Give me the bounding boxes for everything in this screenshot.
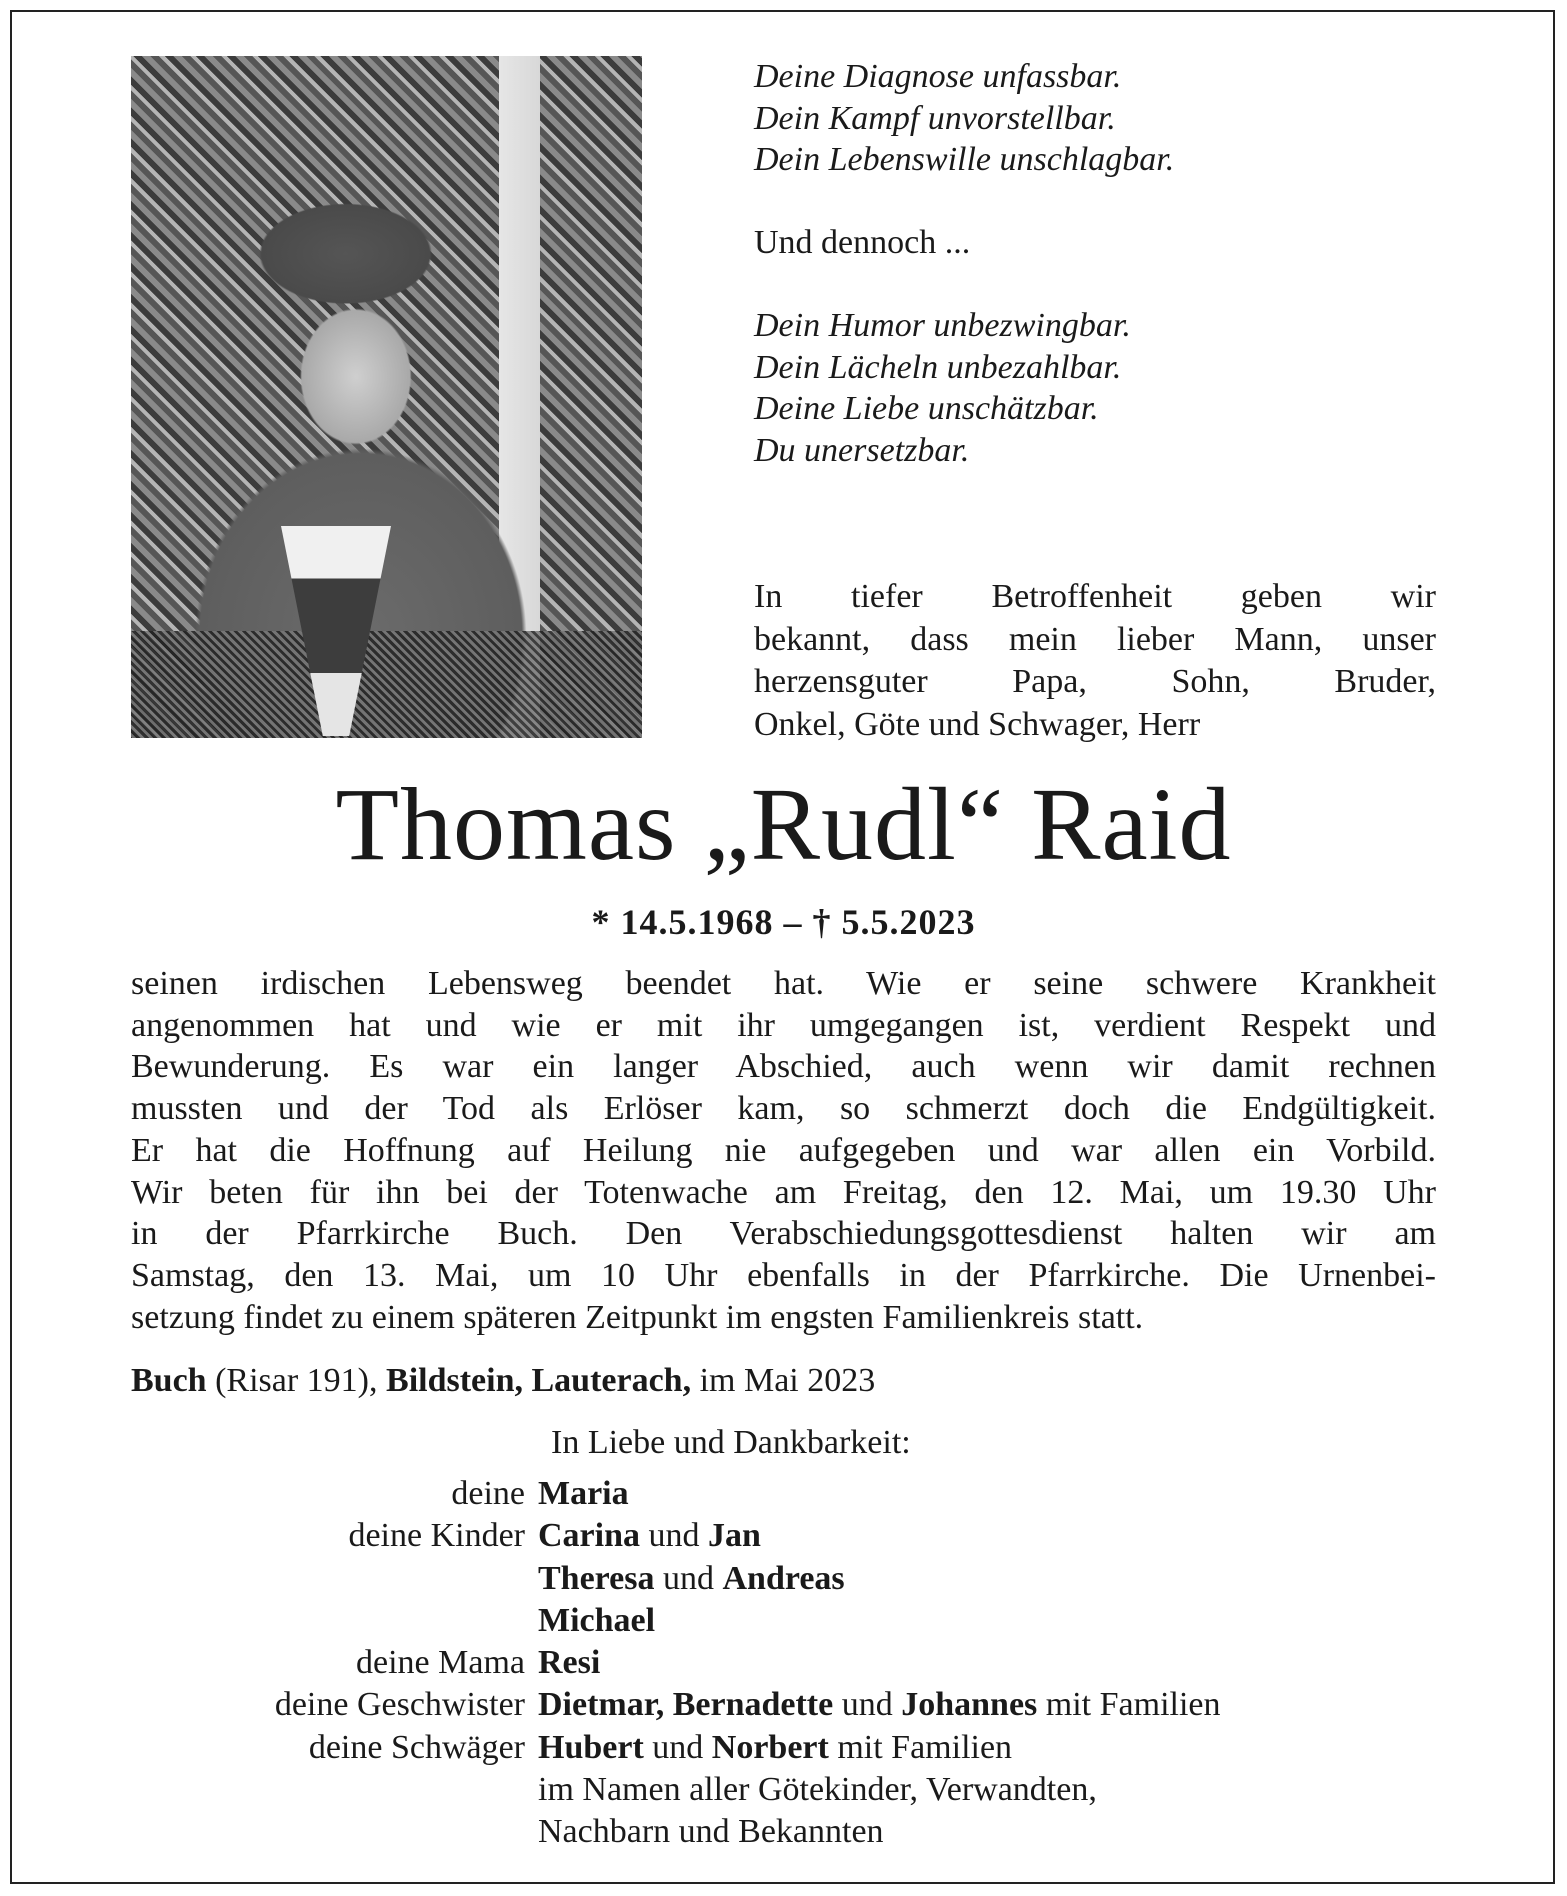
body-line: Er hat die Hoffnung auf Heilung nie aufgegeben und war allen ein Vorbild. [131, 1131, 1436, 1169]
family-row [0, 1642, 1221, 1684]
place-address: (Risar 191), [206, 1362, 387, 1399]
intro-paragraph [754, 576, 1436, 746]
poem-line: Dein Lächeln unbezahlbar. [754, 348, 1122, 386]
family-member-name: Jan [708, 1517, 761, 1555]
body-line: angenommen hat und wie er mit ihr umgegangen ist, verdient Respekt und [131, 1006, 1436, 1044]
connector-text: mit Familien [828, 1728, 1013, 1766]
family-names [538, 1769, 1097, 1811]
family-row [0, 1811, 1221, 1853]
family-row [0, 1684, 1221, 1726]
relation-label: deine Geschwister [274, 1686, 525, 1724]
relation-label [0, 1558, 538, 1600]
poem-middle: Und dennoch ... [754, 224, 971, 261]
relation-label: deine Kinder [348, 1517, 525, 1555]
relation-label [0, 1600, 538, 1642]
family-names [538, 1684, 1221, 1726]
connector-text: Nachbarn und Bekannten [538, 1813, 884, 1851]
family-member-name: Resi [538, 1644, 601, 1682]
body-line: seinen irdischen Lebensweg beendet hat. Wie er seine schwere Krankheit [131, 965, 1436, 1002]
family-member-name: Dietmar, Bernadette [538, 1686, 834, 1724]
connector-text: und [643, 1728, 712, 1766]
family-row [0, 1727, 1221, 1769]
photo-table [131, 631, 642, 738]
body-line: Samstag, den 13. Mai, um 10 Uhr ebenfalls in der Pfarrkirche. Die Urnenbei- [131, 1256, 1436, 1294]
family-row [0, 1600, 1221, 1642]
body-paragraph [131, 963, 1436, 1338]
thanks-heading: In Liebe und Dankbarkeit: [551, 1424, 911, 1461]
portrait-photo [131, 56, 642, 738]
intro-line: Onkel, Göte und Schwager, Herr [754, 705, 1201, 743]
poem-line: Dein Lebenswille unschlagbar. [754, 141, 1175, 178]
place-towns: Bildstein, Lauterach, [386, 1362, 692, 1399]
family-member-name: Maria [538, 1475, 629, 1512]
connector-text: und [833, 1686, 902, 1724]
poem [754, 56, 1174, 471]
body-line: Wir beten für ihn bei der Totenwache am Freitag, den 12. Mai, um 19.30 Uhr [131, 1173, 1436, 1211]
family-member-name: Andreas [722, 1559, 845, 1597]
family-names [538, 1515, 761, 1557]
family-member-name: Theresa [538, 1559, 655, 1597]
family-member-name: Carina [538, 1517, 640, 1555]
family-row [0, 1515, 1221, 1557]
body-line: in der Pfarrkirche Buch. Den Verabschiedungsgottesdienst halten wir am [131, 1215, 1436, 1253]
family-names [538, 1727, 1012, 1769]
body-line: Bewunderung. Es war ein langer Abschied, auch wenn wir damit rechnen [131, 1048, 1436, 1086]
poem-line: Du unersetzbar. [754, 431, 970, 469]
family-member-name: Norbert [711, 1728, 829, 1766]
poem-line: Dein Kampf unvorstellbar. [754, 99, 1116, 137]
connector-text: mit Familien [1037, 1686, 1221, 1724]
family-names [538, 1473, 629, 1515]
family-member-name: Michael [538, 1601, 656, 1639]
intro-line: In tiefer Betroffenheit geben wir [754, 578, 1436, 615]
poem-line: Dein Humor unbezwingbar. [754, 307, 1131, 344]
place-date-line [131, 1360, 875, 1402]
place-buch: Buch [131, 1362, 207, 1399]
poem-line: Deine Liebe unschätzbar. [754, 390, 1099, 427]
family-names [538, 1600, 655, 1642]
poem-line: Deine Diagnose unfassbar. [754, 58, 1122, 95]
relation-label: deine Schwäger [308, 1728, 525, 1766]
family-member-name: Hubert [538, 1728, 644, 1766]
intro-line: herzensguter Papa, Sohn, Bruder, [754, 663, 1436, 700]
relation-label [0, 1811, 538, 1853]
family-names [538, 1642, 600, 1684]
family-names [538, 1558, 845, 1600]
relation-label: deine [451, 1475, 525, 1512]
family-row [0, 1769, 1221, 1811]
intro-line: bekannt, dass mein lieber Mann, unser [754, 620, 1436, 658]
family-row [0, 1558, 1221, 1600]
deceased-name: Thomas „Rudl“ Raid [335, 767, 1232, 882]
relation-label [0, 1769, 538, 1811]
body-line: mussten und der Tod als Erlöser kam, so schmerzt doch die Endgültigkeit. [131, 1090, 1436, 1128]
life-dates: * 14.5.1968 – † 5.5.2023 [591, 902, 976, 942]
body-line: setzung findet zu einem späteren Zeitpunkt im engsten Familienkreis statt. [131, 1298, 1144, 1336]
connector-text: und [640, 1517, 708, 1555]
family-member-name: Johannes [901, 1686, 1038, 1724]
relation-label: deine Mama [356, 1644, 525, 1682]
place-date: im Mai 2023 [691, 1362, 876, 1399]
family-names [538, 1811, 884, 1853]
family-list [0, 1473, 1221, 1854]
connector-text: und [654, 1559, 723, 1597]
family-row [0, 1473, 1221, 1515]
connector-text: im Namen aller Götekinder, Verwandten, [538, 1771, 1097, 1809]
